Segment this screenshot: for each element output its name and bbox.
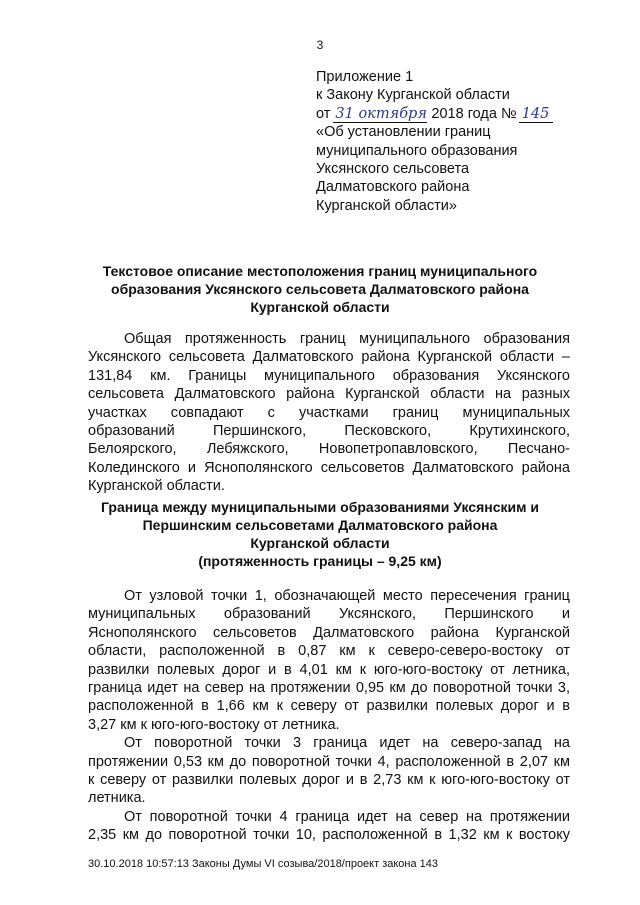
handwritten-number: 145	[519, 106, 553, 123]
text-line: летника.	[88, 790, 146, 807]
appendix-line: Курганской области»	[316, 197, 457, 214]
heading-line: Курганской области	[250, 535, 390, 551]
text-line: протяжении 0,53 км до поворотной точки 4, расположенной в 2,07 км	[88, 753, 570, 770]
text-line: развилки полевых дорог и в 4,01 км к юго-юго-востоку от летника,	[88, 661, 570, 678]
text-line: расположенной в 1,66 км к северу от развилки полевых дорог и в	[88, 698, 570, 715]
text-line: От поворотной точки 4 граница идет на север на протяжении	[124, 808, 570, 825]
section-heading	[70, 498, 570, 570]
appendix-line: «Об установлении границ	[316, 124, 491, 141]
intro-paragraph	[88, 330, 570, 496]
heading-line: образования Уксянского сельсовета Далматовского района	[111, 281, 529, 297]
date-suffix: 2018 года №	[431, 105, 517, 122]
text-line: Курганской области.	[88, 478, 225, 495]
text-line: образований Першинского, Песковского, Крутихинского,	[88, 423, 570, 440]
heading-line: Текстовое описание местоположения границ муниципального	[102, 263, 538, 279]
heading-line: (протяженность границы – 9,25 км)	[198, 553, 442, 569]
appendix-line: Далматовского района	[316, 179, 470, 196]
text-line: От поворотной точки 3 граница идет на северо-запад на	[124, 735, 570, 752]
text-line: к северу от развилки полевых дорог и в 2,73 км к юго-юго-востоку от	[88, 772, 570, 789]
text-line: Колединского и Яснополянского сельсоветов Далматовского района	[88, 459, 570, 476]
text-line: 131,84 км. Границы муниципального образования Уксянского	[88, 367, 570, 384]
text-line: Уксянского сельсовета Далматовского района Курганской области –	[88, 349, 570, 366]
heading-line: Граница между муниципальными образованиями Уксянским и	[101, 499, 539, 515]
appendix-date-line	[316, 105, 616, 123]
text-line: сельсовета Далматовского района Курганской области на разных	[88, 386, 570, 403]
footer-stamp: 30.10.2018 10:57:13 Законы Думы VI созыва/2018/проект закона 143	[88, 858, 439, 870]
text-line: муниципальных образований Уксянского, Першинского и	[88, 606, 570, 623]
handwritten-date: 31 октября	[335, 105, 427, 122]
appendix-line: Уксянского сельсовета	[316, 161, 470, 178]
text-line: Яснополянского сельсоветов Далматовского района Курганской	[88, 624, 570, 641]
appendix-block	[316, 68, 616, 215]
text-line: области, расположенной в 0,87 км к северо-северо-востоку от	[88, 643, 570, 660]
text-line: Общая протяженность границ муниципального образования	[124, 331, 570, 347]
text-line: От узловой точки 1, обозначающей место пересечения границ	[124, 588, 570, 604]
text-line: граница идет на север на протяжении 0,95 км до поворотной точки 3,	[88, 680, 570, 697]
boundary-description	[88, 587, 570, 845]
text-line: участках совпадают с участками границ муниципальных	[88, 404, 570, 421]
appendix-line: муниципального образования	[316, 142, 518, 159]
appendix-line: к Закону Курганской области	[316, 87, 510, 104]
page-number: 3	[316, 38, 324, 52]
date-prefix: от	[316, 105, 331, 122]
appendix-line: Приложение 1	[316, 69, 414, 85]
main-heading	[70, 262, 570, 316]
text-line: 3,27 км к юго-юго-востоку от летника.	[88, 716, 340, 733]
heading-line: Першинским сельсоветами Далматовского района	[142, 517, 498, 533]
text-line: Белоярского, Лебяжского, Новопетропавловского, Песчано-	[88, 441, 570, 458]
text-line: 2,35 км до поворотной точки 10, расположенной в 1,32 км к востоку	[88, 827, 570, 844]
heading-line: Курганской области	[250, 299, 390, 315]
